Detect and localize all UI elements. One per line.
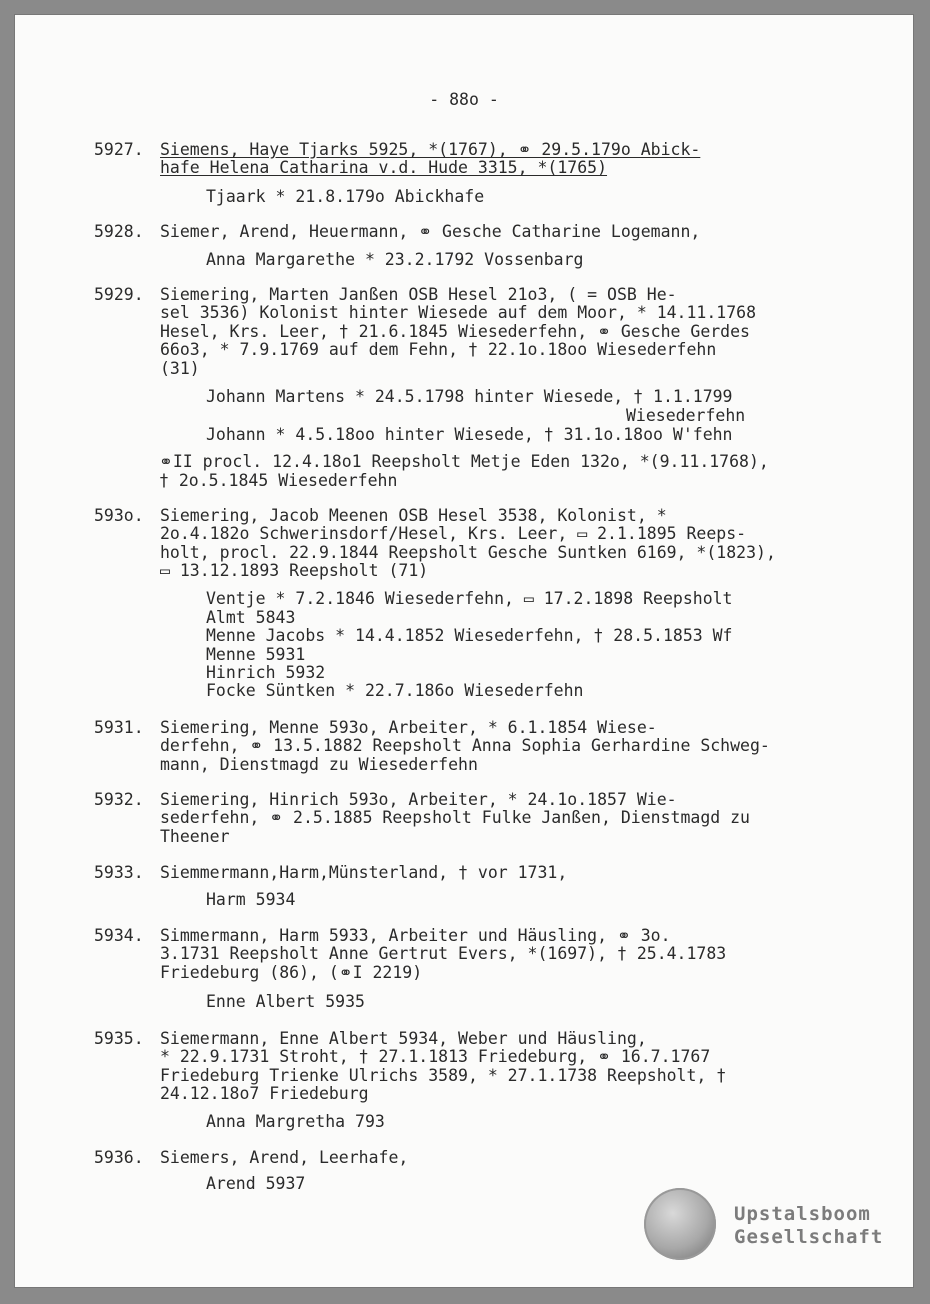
entry-5935 xyxy=(94,1030,854,1104)
child-line: Harm 5934 xyxy=(206,890,296,909)
child-line: Menne Jacobs * 14.4.1852 Wiesederfehn, † 28.5.1853 Wf xyxy=(206,626,733,645)
society-seal-icon xyxy=(644,1188,716,1260)
entry-number: 5927. xyxy=(94,140,144,159)
entry-line: sel 3536) Kolonist hinter Wiesede auf dem Moor, * 14.11.1768 xyxy=(160,303,757,323)
child-line: Almt 5843 xyxy=(206,608,296,627)
entry-number: 5934. xyxy=(94,926,144,945)
entry-line: * 22.9.1731 Stroht, † 27.1.1813 Friedeburg, ⚭ 16.7.1767 xyxy=(160,1047,711,1067)
entry-number: 5928. xyxy=(94,222,144,241)
entry-line: Siemmermann,Harm,Münsterland, † vor 1731, xyxy=(160,863,568,882)
entry-line: Siemering, Menne 593o, Arbeiter, * 6.1.1854 Wiese- xyxy=(160,718,657,737)
entry-line: Friedeburg Trienke Ulrichs 3589, * 27.1.1738 Reepsholt, † xyxy=(160,1065,727,1085)
marriage-line: † 2o.5.1845 Wiesederfehn xyxy=(159,471,398,490)
child-line: Johann Martens * 24.5.1798 hinter Wiesede, † 1.1.1799 xyxy=(206,387,733,406)
entry-number: 5933. xyxy=(94,863,144,882)
entry-number: 5929. xyxy=(94,285,144,304)
entry-line: Siemens, Haye Tjarks 5925, *(1767), ⚭ 29.5.179o Abick- xyxy=(160,140,701,159)
logo-line-2: Gesellschaft xyxy=(734,1226,884,1248)
entry-line: Siemers, Arend, Leerhafe, xyxy=(160,1148,409,1167)
entry-line: Theener xyxy=(160,826,230,846)
entry-5934 xyxy=(94,927,854,982)
entry-line: Simmermann, Harm 5933, Arbeiter und Häusling, ⚭ 3o. xyxy=(160,926,671,945)
entry-number: 5936. xyxy=(94,1148,144,1167)
entry-5929 xyxy=(94,286,854,378)
child-line: Anna Margretha 793 xyxy=(206,1112,385,1131)
entry-line: ▭ 13.12.1893 Reepsholt (71) xyxy=(160,561,429,581)
entry-line: Hesel, Krs. Leer, † 21.6.1845 Wiesederfehn, ⚭ Gesche Gerdes xyxy=(160,321,750,341)
entry-line: sederfehn, ⚭ 2.5.1885 Reepsholt Fulke Janßen, Dienstmagd zu xyxy=(160,808,750,828)
entry-line: Siemermann, Enne Albert 5934, Weber und Häusling, xyxy=(160,1029,647,1048)
child-line: Arend 5937 xyxy=(206,1174,306,1193)
entry-5928 xyxy=(94,223,854,241)
society-logo-text xyxy=(734,1203,894,1249)
document-page xyxy=(15,15,913,1287)
entry-5927 xyxy=(94,141,854,178)
child-line: Wiesederfehn xyxy=(626,406,746,425)
child-line: Johann * 4.5.18oo hinter Wiesede, † 31.1o.18oo W'fehn xyxy=(206,425,733,444)
entry-line: holt, procl. 22.9.1844 Reepsholt Gesche Suntken 6169, *(1823), xyxy=(160,542,776,562)
child-line: Hinrich 5932 xyxy=(206,663,326,682)
entry-line: Siemering, Hinrich 593o, Arbeiter, * 24.1o.1857 Wie- xyxy=(160,790,677,809)
entry-line: Friedeburg (86), (⚭I 2219) xyxy=(160,962,423,982)
child-line: Anna Margarethe * 23.2.1792 Vossenbarg xyxy=(206,250,584,269)
entry-line: 66o3, * 7.9.1769 auf dem Fehn, † 22.1o.18oo Wiesederfehn xyxy=(160,340,717,360)
entry-5930 xyxy=(94,507,854,581)
page-number: - 88o - xyxy=(429,90,499,109)
entry-5932 xyxy=(94,791,854,846)
child-line: Menne 5931 xyxy=(206,645,306,664)
entry-5936 xyxy=(94,1149,854,1167)
entry-5931 xyxy=(94,719,854,774)
entry-number: 593o. xyxy=(94,506,144,525)
child-line: Ventje * 7.2.1846 Wiesederfehn, ▭ 17.2.1898 Reepsholt xyxy=(206,589,733,608)
entry-line: 24.12.18o7 Friedeburg xyxy=(160,1084,369,1104)
logo-line-1: Upstalsboom xyxy=(734,1203,871,1225)
entry-5933 xyxy=(94,864,854,882)
entry-line: mann, Dienstmagd zu Wiesederfehn xyxy=(160,754,478,774)
entry-line: 3.1731 Reepsholt Anne Gertrut Evers, *(1697), † 25.4.1783 xyxy=(160,944,727,964)
child-line: Tjaark * 21.8.179o Abickhafe xyxy=(206,187,485,206)
child-line: Focke Süntken * 22.7.186o Wiesederfehn xyxy=(206,681,584,700)
entry-line: derfehn, ⚭ 13.5.1882 Reepsholt Anna Sophia Gerhardine Schweg- xyxy=(160,736,770,756)
entry-number: 5935. xyxy=(94,1029,144,1048)
child-line: Enne Albert 5935 xyxy=(206,992,365,1011)
entry-line: Siemering, Marten Janßen OSB Hesel 21o3, ( = OSB He- xyxy=(160,285,677,304)
entry-line: Siemer, Arend, Heuermann, ⚭ Gesche Catharine Logemann, xyxy=(160,222,701,241)
entry-number: 5931. xyxy=(94,718,144,737)
entry-line: 2o.4.182o Schwerinsdorf/Hesel, Krs. Leer, ▭ 2.1.1895 Reeps- xyxy=(160,524,747,544)
marriage-line: ⚭II procl. 12.4.18o1 Reepsholt Metje Eden 132o, *(9.11.1768), xyxy=(159,452,769,471)
entry-line: Siemering, Jacob Meenen OSB Hesel 3538, Kolonist, * xyxy=(160,506,667,525)
entry-line: hafe Helena Catharina v.d. Hude 3315, *(1765) xyxy=(160,158,608,178)
entry-line: (31) xyxy=(160,358,200,378)
entry-number: 5932. xyxy=(94,790,144,809)
